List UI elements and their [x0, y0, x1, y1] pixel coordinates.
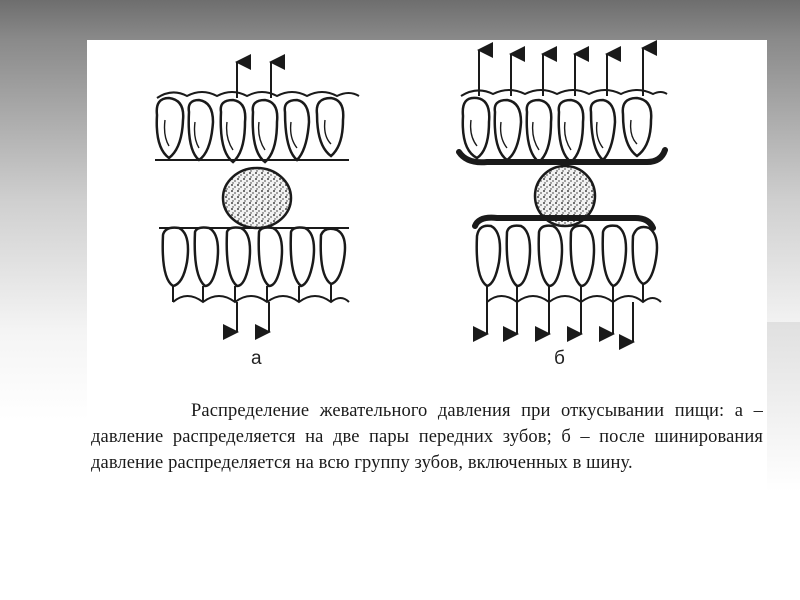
tooth-icon	[539, 226, 562, 286]
background-shade	[766, 322, 800, 492]
tooth-icon	[317, 98, 343, 156]
tooth-icon	[463, 98, 489, 158]
figure-caption	[91, 398, 763, 476]
tooth-icon	[195, 228, 218, 287]
tooth-icon	[477, 226, 500, 286]
upper-gum-b	[461, 90, 667, 96]
tooth-icon	[259, 228, 282, 287]
tooth-icon	[157, 98, 183, 158]
tooth-icon	[321, 229, 345, 284]
label-b: б	[554, 348, 565, 369]
gum-lines-a	[173, 284, 331, 302]
tooth-icon	[495, 100, 521, 160]
tooth-icon	[559, 100, 584, 162]
tooth-icon	[507, 226, 530, 286]
gum-lines-b	[487, 284, 643, 302]
tooth-icon	[623, 98, 651, 156]
tooth-icon	[291, 228, 314, 287]
lower-teeth-a	[163, 228, 345, 287]
tooth-icon	[633, 227, 657, 284]
lower-teeth-b	[477, 226, 657, 286]
figure-a	[155, 62, 359, 332]
caption-text: Распределение жевательного давления при откусывании пищи: а – давление распределяется на две пары передних зубов; б – после шинирования давление распределяется на всю группу зубов, включенных в шину.	[91, 401, 763, 473]
tooth-icon	[285, 100, 309, 160]
tooth-icon	[591, 100, 615, 160]
lower-gum-b	[487, 296, 661, 302]
tooth-icon	[253, 100, 278, 162]
figure-b	[459, 48, 667, 342]
tooth-icon	[603, 226, 626, 286]
upper-teeth-a	[157, 98, 344, 162]
tooth-icon	[189, 100, 213, 160]
lower-gum-a	[173, 296, 349, 302]
tooth-icon	[221, 100, 246, 162]
slide-content	[87, 40, 767, 540]
label-a: а	[251, 348, 262, 369]
food-bolus-icon	[223, 168, 291, 228]
tooth-icon	[571, 226, 594, 286]
tooth-icon	[227, 228, 250, 287]
background-streak	[420, 549, 759, 592]
tooth-icon	[163, 228, 188, 286]
upper-teeth-b	[463, 98, 651, 162]
tooth-icon	[527, 100, 552, 162]
